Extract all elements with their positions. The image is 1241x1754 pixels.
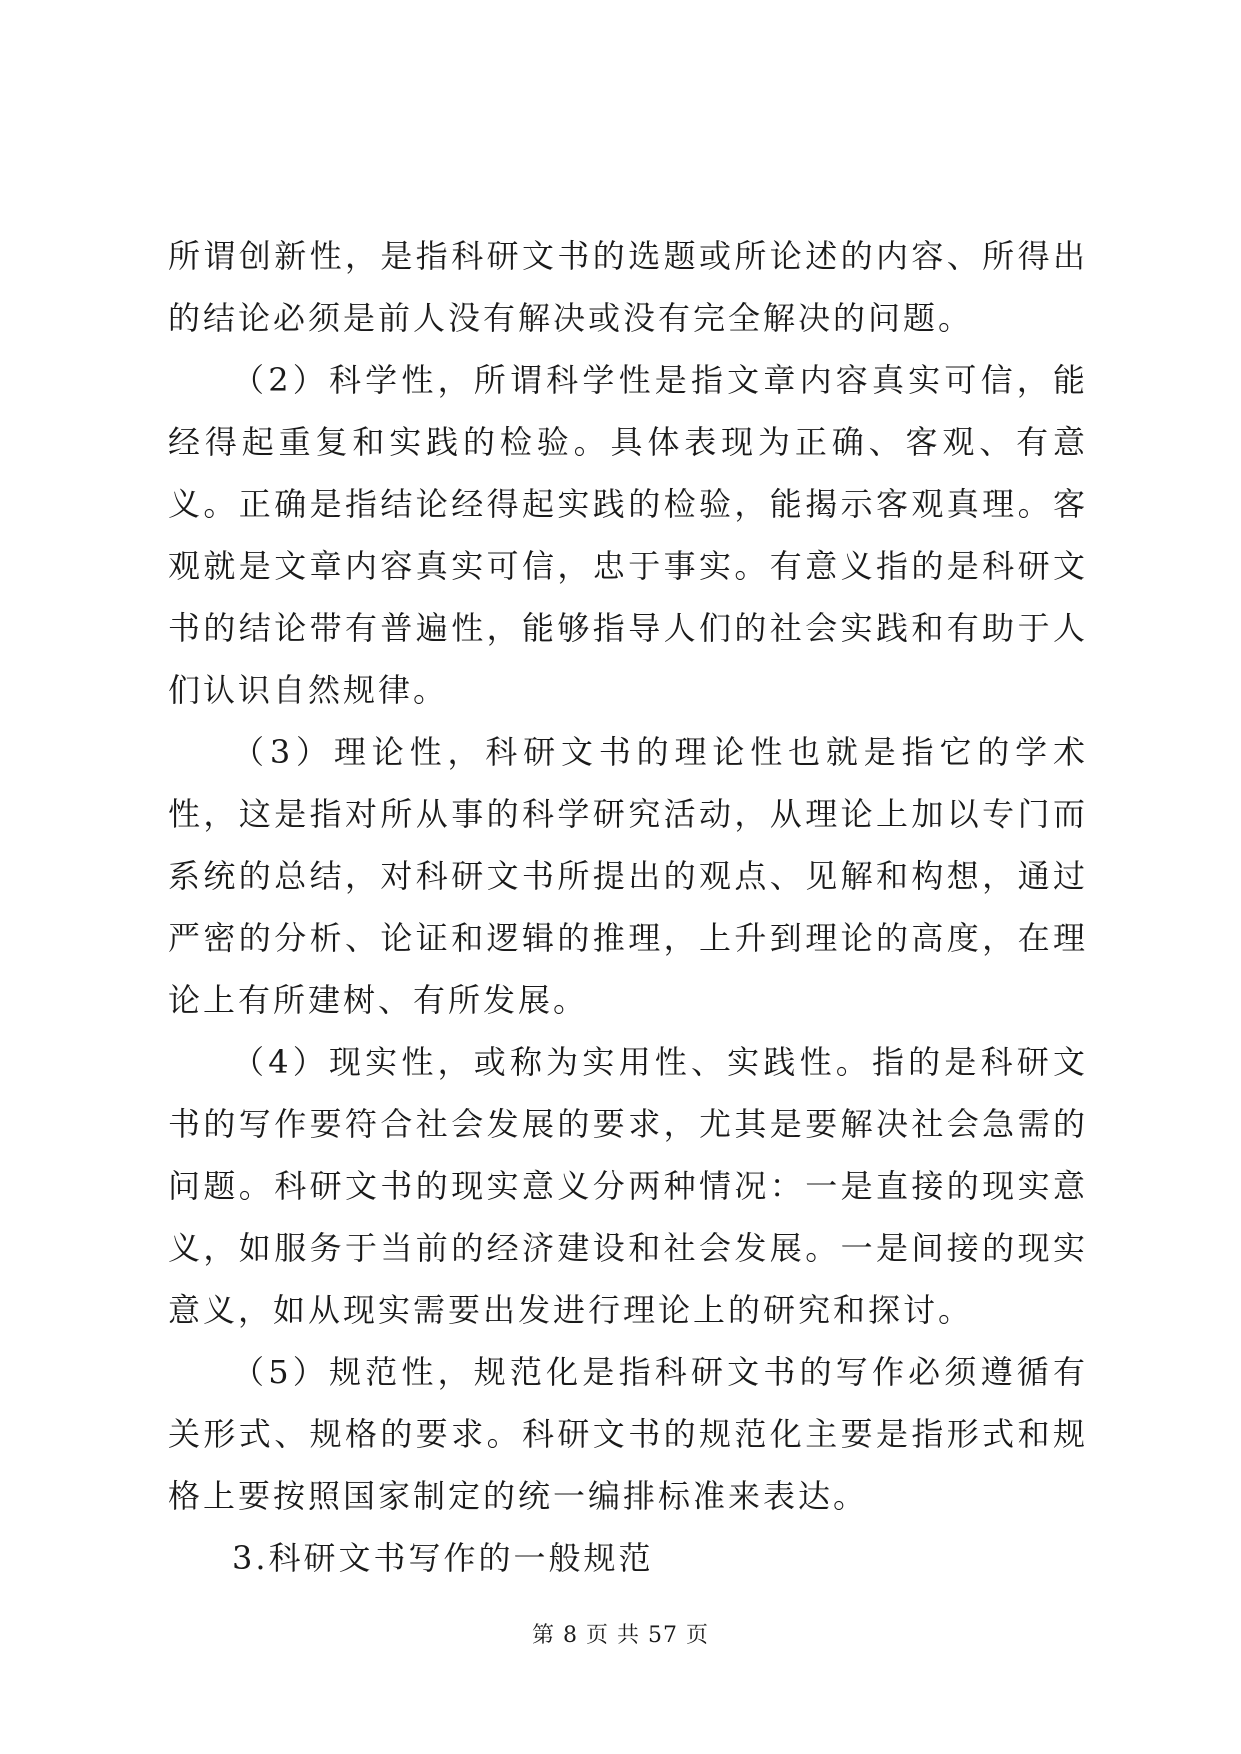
section-heading: 3.科研文书写作的一般规范 <box>232 1539 654 1577</box>
document-body <box>168 225 1088 1589</box>
page-number-footer: 第 8 页 共 57 页 <box>532 1623 709 1648</box>
paragraph-normative: （5）规范性，规范化是指科研文书的写作必须遵循有关形式、规格的要求。科研文书的规范化主要是指形式和规格上要按照国家制定的统一编排标准来表达。 <box>168 1353 1088 1515</box>
paragraph-innovation: 所谓创新性，是指科研文书的选题或所论述的内容、所得出的结论必须是前人没有解决或没有完全解决的问题。 <box>168 237 1088 337</box>
paragraph-theoretical: （3）理论性，科研文书的理论性也就是指它的学术性，这是指对所从事的科学研究活动，从理论上加以专门而系统的总结，对科研文书所提出的观点、见解和构想，通过严密的分析、论证和逻辑的推理，上升到理论的高度，在理论上有所建树、有所发展。 <box>168 733 1088 1019</box>
paragraph-scientific: （2）科学性，所谓科学性是指文章内容真实可信，能经得起重复和实践的检验。具体表现为正确、客观、有意义。正确是指结论经得起实践的检验，能揭示客观真理。客观就是文章内容真实可信，忠于事实。有意义指的是科研文书的结论带有普遍性，能够指导人们的社会实践和有助于人们认识自然规律。 <box>168 361 1088 709</box>
paragraph-practical: （4）现实性，或称为实用性、实践性。指的是科研文书的写作要符合社会发展的要求，尤其是要解决社会急需的问题。科研文书的现实意义分两种情况：一是直接的现实意义，如服务于当前的经济建设和社会发展。一是间接的现实意义，如从现实需要出发进行理论上的研究和探讨。 <box>168 1043 1088 1329</box>
